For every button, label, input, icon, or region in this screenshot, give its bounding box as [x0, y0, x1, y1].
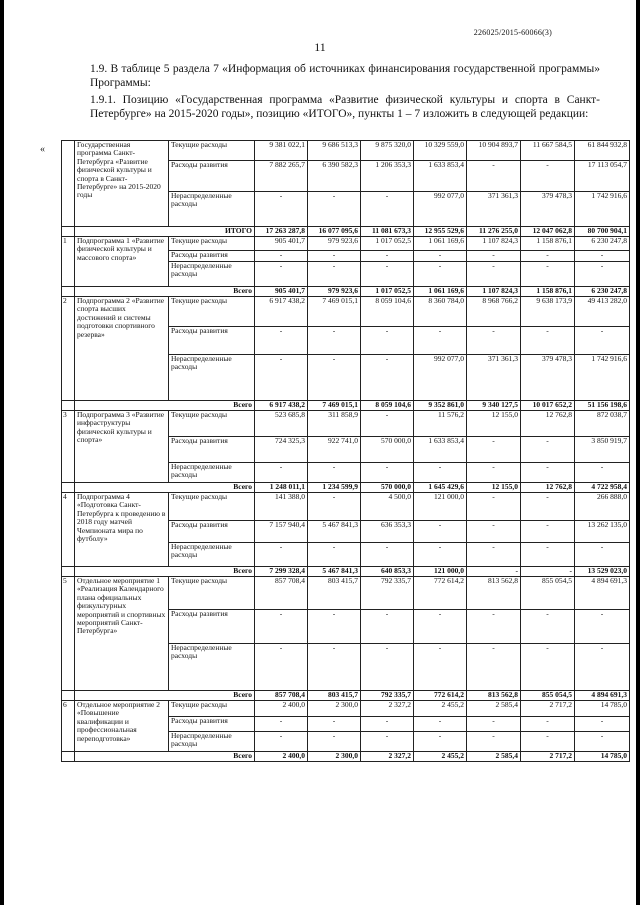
value-cell: - [414, 262, 467, 287]
value-cell: - [255, 610, 308, 644]
total-value: 80 700 904,1 [575, 227, 630, 237]
total-value: 1 234 599,9 [308, 483, 361, 493]
value-cell: - [575, 644, 630, 691]
value-cell: - [361, 355, 414, 401]
value-cell: 2 327,2 [361, 701, 414, 717]
value-cell: - [414, 644, 467, 691]
row-number: 6 [62, 701, 75, 752]
total-row [62, 227, 630, 237]
row-number: 2 [62, 297, 75, 401]
total-value: 1 158 876,1 [521, 287, 575, 297]
expense-type: Расходы развития [169, 717, 255, 732]
value-cell: - [308, 717, 361, 732]
value-cell: - [308, 610, 361, 644]
value-cell: - [414, 717, 467, 732]
value-cell: 14 785,0 [575, 701, 630, 717]
total-label: Всего [75, 752, 255, 762]
value-cell: - [361, 251, 414, 262]
value-cell: 1 206 353,3 [361, 161, 414, 192]
total-spacer [62, 401, 75, 411]
value-cell: 792 335,7 [361, 577, 414, 610]
row-number: 4 [62, 493, 75, 567]
total-value: 855 054,5 [521, 691, 575, 701]
value-cell: - [414, 543, 467, 567]
value-cell: 5 467 841,3 [308, 521, 361, 543]
total-spacer [62, 752, 75, 762]
expense-type: Расходы развития [169, 610, 255, 644]
value-cell: - [414, 463, 467, 483]
table-row [62, 297, 630, 327]
value-cell: - [521, 493, 575, 521]
value-cell: - [308, 251, 361, 262]
total-value: 857 708,4 [255, 691, 308, 701]
value-cell: - [361, 192, 414, 227]
total-value: 1 107 824,3 [467, 287, 521, 297]
value-cell: - [575, 610, 630, 644]
value-cell: 6 230 247,8 [575, 237, 630, 251]
value-cell: - [467, 717, 521, 732]
value-cell: - [575, 717, 630, 732]
value-cell: 2 717,2 [521, 701, 575, 717]
total-row [62, 691, 630, 701]
value-cell: - [521, 543, 575, 567]
value-cell: 1 107 824,3 [467, 237, 521, 251]
expense-type: Текущие расходы [169, 141, 255, 161]
value-cell: 1 633 853,4 [414, 161, 467, 192]
table-row [62, 141, 630, 161]
value-cell: - [361, 732, 414, 752]
value-cell: 905 401,7 [255, 237, 308, 251]
total-spacer [62, 227, 75, 237]
total-value: 792 335,7 [361, 691, 414, 701]
value-cell: 724 325,3 [255, 437, 308, 463]
total-value: 13 529 023,0 [575, 567, 630, 577]
total-value: 2 717,2 [521, 752, 575, 762]
total-value: 640 853,3 [361, 567, 414, 577]
expense-type: Текущие расходы [169, 577, 255, 610]
total-value: 16 077 095,6 [308, 227, 361, 237]
value-cell: 3 850 919,7 [575, 437, 630, 463]
value-cell: - [361, 463, 414, 483]
total-value: 1 061 169,6 [414, 287, 467, 297]
value-cell: - [467, 437, 521, 463]
value-cell: - [255, 251, 308, 262]
total-value: 1 248 011,1 [255, 483, 308, 493]
value-cell: - [521, 717, 575, 732]
total-value: - [521, 567, 575, 577]
table-row [62, 237, 630, 251]
value-cell: - [308, 493, 361, 521]
value-cell: - [255, 262, 308, 287]
paragraph-1-9: 1.9. В таблице 5 раздела 7 «Информация об источниках финансирования государственной программы» Программы: [90, 63, 600, 89]
value-cell: - [521, 732, 575, 752]
item-name: Отдельное мероприятие 2 «Повышение квалификации и профессиональная переподготовка» [75, 701, 169, 752]
total-value: 12 955 529,6 [414, 227, 467, 237]
total-label: Всего [75, 567, 255, 577]
total-row [62, 401, 630, 411]
value-cell: - [467, 732, 521, 752]
value-cell: - [575, 327, 630, 355]
total-value: 813 562,8 [467, 691, 521, 701]
value-cell: 1 158 876,1 [521, 237, 575, 251]
value-cell: - [521, 610, 575, 644]
value-cell: 1 061 169,6 [414, 237, 467, 251]
value-cell: - [467, 251, 521, 262]
total-row [62, 567, 630, 577]
value-cell: 4 500,0 [361, 493, 414, 521]
value-cell: - [467, 644, 521, 691]
value-cell: - [467, 463, 521, 483]
total-value: 51 156 198,6 [575, 401, 630, 411]
value-cell: 11 576,2 [414, 411, 467, 437]
value-cell: - [467, 327, 521, 355]
row-number: 1 [62, 237, 75, 287]
value-cell: - [361, 717, 414, 732]
value-cell: - [467, 521, 521, 543]
total-value: 2 400,0 [255, 752, 308, 762]
value-cell: 636 353,3 [361, 521, 414, 543]
total-spacer [62, 691, 75, 701]
value-cell: 772 614,2 [414, 577, 467, 610]
value-cell: 1 633 853,4 [414, 437, 467, 463]
total-value: 2 455,2 [414, 752, 467, 762]
value-cell: - [467, 161, 521, 192]
total-label: ИТОГО [75, 227, 255, 237]
value-cell: 1 742 916,6 [575, 192, 630, 227]
total-value: 1 645 429,6 [414, 483, 467, 493]
value-cell: 379 478,3 [521, 192, 575, 227]
value-cell: 803 415,7 [308, 577, 361, 610]
total-value: - [467, 567, 521, 577]
value-cell: - [361, 644, 414, 691]
total-row [62, 752, 630, 762]
expense-type: Нераспределенные расходы [169, 463, 255, 483]
value-cell: 371 361,3 [467, 192, 521, 227]
value-cell: - [575, 543, 630, 567]
value-cell: - [521, 521, 575, 543]
total-value: 1 017 052,5 [361, 287, 414, 297]
value-cell: - [467, 493, 521, 521]
total-value: 7 299 328,4 [255, 567, 308, 577]
total-value: 7 469 015,1 [308, 401, 361, 411]
value-cell: - [467, 262, 521, 287]
value-cell: 2 455,2 [414, 701, 467, 717]
opening-quote: « [40, 144, 45, 155]
total-value: 14 785,0 [575, 752, 630, 762]
total-value: 6 917 438,2 [255, 401, 308, 411]
row-number: 5 [62, 577, 75, 691]
expense-type: Расходы развития [169, 521, 255, 543]
total-spacer [62, 483, 75, 493]
value-cell: - [521, 327, 575, 355]
value-cell: - [521, 644, 575, 691]
total-value: 9 340 127,5 [467, 401, 521, 411]
value-cell: - [521, 251, 575, 262]
total-value: 12 762,8 [521, 483, 575, 493]
value-cell: 266 888,0 [575, 493, 630, 521]
value-cell: 8 059 104,6 [361, 297, 414, 327]
table-row [62, 493, 630, 521]
expense-type: Текущие расходы [169, 411, 255, 437]
total-value: 11 276 255,0 [467, 227, 521, 237]
value-cell: - [361, 262, 414, 287]
value-cell: 872 038,7 [575, 411, 630, 437]
value-cell: 10 904 893,7 [467, 141, 521, 161]
item-name: Подпрограмма 4 «Подготовка Санкт-Петербурга к проведению в 2018 году матчей Чемпионата мира по футболу» [75, 493, 169, 567]
value-cell: 9 381 022,1 [255, 141, 308, 161]
total-spacer [62, 287, 75, 297]
value-cell: 992 077,0 [414, 355, 467, 401]
value-cell: - [521, 437, 575, 463]
value-cell: - [255, 543, 308, 567]
value-cell: - [414, 251, 467, 262]
page-number: 11 [314, 40, 326, 54]
value-cell: - [575, 262, 630, 287]
value-cell: 857 708,4 [255, 577, 308, 610]
total-spacer [62, 567, 75, 577]
value-cell: - [575, 463, 630, 483]
value-cell: 8 968 766,2 [467, 297, 521, 327]
total-value: 121 000,0 [414, 567, 467, 577]
value-cell: - [308, 732, 361, 752]
value-cell: - [414, 521, 467, 543]
total-value: 8 059 104,6 [361, 401, 414, 411]
value-cell: - [467, 610, 521, 644]
item-name: Отдельное мероприятие 1 «Реализация Календарного плана официальных физкультурных мероприятий и спортивных мероприятий Санкт-Петербурга» [75, 577, 169, 691]
total-value: 10 017 652,2 [521, 401, 575, 411]
total-value: 570 000,0 [361, 483, 414, 493]
value-cell: 141 388,0 [255, 493, 308, 521]
total-label: Всего [75, 287, 255, 297]
value-cell: 7 157 940,4 [255, 521, 308, 543]
value-cell: 6 917 438,2 [255, 297, 308, 327]
value-cell: 9 686 513,3 [308, 141, 361, 161]
value-cell: - [575, 251, 630, 262]
value-cell: - [308, 355, 361, 401]
expense-type: Текущие расходы [169, 237, 255, 251]
total-value: 2 585,4 [467, 752, 521, 762]
value-cell: 12 155,0 [467, 411, 521, 437]
expense-type: Текущие расходы [169, 297, 255, 327]
value-cell: - [521, 463, 575, 483]
value-cell: 379 478,3 [521, 355, 575, 401]
expense-type: Нераспределенные расходы [169, 262, 255, 287]
document-number: 226025/2015-60066(3) [473, 28, 552, 37]
value-cell: - [521, 262, 575, 287]
total-row [62, 287, 630, 297]
value-cell: 10 329 559,0 [414, 141, 467, 161]
item-name: Государственная программа Санкт-Петербурга «Развитие физической культуры и спорта в Санкт-Петербурге» на 2015-2020 годы [75, 141, 169, 227]
value-cell: 8 360 784,0 [414, 297, 467, 327]
expense-type: Нераспределенные расходы [169, 644, 255, 691]
value-cell: 311 858,9 [308, 411, 361, 437]
value-cell: - [361, 327, 414, 355]
value-cell: 121 000,0 [414, 493, 467, 521]
item-name: Подпрограмма 2 «Развитие спорта высших достижений и системы подготовки спортивного резерва» [75, 297, 169, 401]
total-value: 9 352 861,0 [414, 401, 467, 411]
total-value: 11 081 673,3 [361, 227, 414, 237]
value-cell: 11 667 584,5 [521, 141, 575, 161]
value-cell: - [521, 161, 575, 192]
value-cell: 7 882 265,7 [255, 161, 308, 192]
value-cell: 570 000,0 [361, 437, 414, 463]
value-cell: 813 562,8 [467, 577, 521, 610]
value-cell: 4 894 691,3 [575, 577, 630, 610]
total-value: 979 923,6 [308, 287, 361, 297]
value-cell: - [414, 732, 467, 752]
total-label: Всего [75, 483, 255, 493]
value-cell: - [308, 543, 361, 567]
value-cell: - [361, 610, 414, 644]
table-row [62, 411, 630, 437]
value-cell: - [308, 463, 361, 483]
total-value: 2 327,2 [361, 752, 414, 762]
total-row [62, 483, 630, 493]
value-cell: 523 685,8 [255, 411, 308, 437]
financing-table [61, 140, 630, 762]
value-cell: - [255, 732, 308, 752]
total-value: 772 614,2 [414, 691, 467, 701]
total-value: 6 230 247,8 [575, 287, 630, 297]
value-cell: 1 742 916,6 [575, 355, 630, 401]
scan-left-edge [0, 0, 4, 905]
value-cell: 371 361,3 [467, 355, 521, 401]
expense-type: Расходы развития [169, 251, 255, 262]
value-cell: 13 262 135,0 [575, 521, 630, 543]
value-cell: 17 113 054,7 [575, 161, 630, 192]
value-cell: - [467, 543, 521, 567]
value-cell: 2 400,0 [255, 701, 308, 717]
value-cell: - [308, 327, 361, 355]
value-cell: 49 413 282,0 [575, 297, 630, 327]
value-cell: 2 300,0 [308, 701, 361, 717]
row-number: 3 [62, 411, 75, 483]
value-cell: 922 741,0 [308, 437, 361, 463]
total-label: Всего [75, 401, 255, 411]
value-cell: - [255, 644, 308, 691]
expense-type: Текущие расходы [169, 493, 255, 521]
table-row [62, 701, 630, 717]
value-cell: - [575, 732, 630, 752]
value-cell: - [255, 327, 308, 355]
expense-type: Нераспределенные расходы [169, 543, 255, 567]
total-value: 4 722 958,4 [575, 483, 630, 493]
total-value: 803 415,7 [308, 691, 361, 701]
total-value: 2 300,0 [308, 752, 361, 762]
paragraph-1-9-1: 1.9.1. Позицию «Государственная программа «Развитие физической культуры и спорта в Санкт-Петербурге» на 2015-2020 годы», позицию «ИТОГО», пункты 1 – 7 изложить в следующей редакции: [90, 94, 600, 120]
value-cell: - [361, 543, 414, 567]
expense-type: Нераспределенные расходы [169, 355, 255, 401]
value-cell: 9 638 173,9 [521, 297, 575, 327]
expense-type: Расходы развития [169, 161, 255, 192]
value-cell: - [255, 355, 308, 401]
expense-type: Расходы развития [169, 437, 255, 463]
value-cell: 6 390 582,3 [308, 161, 361, 192]
item-name: Подпрограмма 1 «Развитие физической культуры и массового спорта» [75, 237, 169, 287]
value-cell: - [308, 262, 361, 287]
total-value: 905 401,7 [255, 287, 308, 297]
value-cell: 9 875 320,0 [361, 141, 414, 161]
value-cell: - [414, 610, 467, 644]
total-value: 4 894 691,3 [575, 691, 630, 701]
expense-type: Расходы развития [169, 327, 255, 355]
value-cell: 2 585,4 [467, 701, 521, 717]
value-cell: - [308, 192, 361, 227]
total-value: 5 467 841,3 [308, 567, 361, 577]
total-label: Всего [75, 691, 255, 701]
value-cell: - [255, 463, 308, 483]
value-cell: 7 469 015,1 [308, 297, 361, 327]
value-cell: - [414, 327, 467, 355]
value-cell: 855 054,5 [521, 577, 575, 610]
expense-type: Нераспределенные расходы [169, 192, 255, 227]
value-cell: 979 923,6 [308, 237, 361, 251]
value-cell: 61 844 932,8 [575, 141, 630, 161]
table-row [62, 577, 630, 610]
value-cell: 12 762,8 [521, 411, 575, 437]
value-cell: 992 077,0 [414, 192, 467, 227]
value-cell: - [255, 192, 308, 227]
expense-type: Текущие расходы [169, 701, 255, 717]
total-value: 12 047 062,8 [521, 227, 575, 237]
total-value: 12 155,0 [467, 483, 521, 493]
item-name: Подпрограмма 3 «Развитие инфраструктуры физической культуры и спорта» [75, 411, 169, 483]
value-cell: - [361, 411, 414, 437]
value-cell: 1 017 052,5 [361, 237, 414, 251]
total-value: 17 263 287,8 [255, 227, 308, 237]
value-cell: - [308, 644, 361, 691]
row-number [62, 141, 75, 227]
expense-type: Нераспределенные расходы [169, 732, 255, 752]
scan-right-edge [636, 0, 640, 905]
value-cell: - [255, 717, 308, 732]
